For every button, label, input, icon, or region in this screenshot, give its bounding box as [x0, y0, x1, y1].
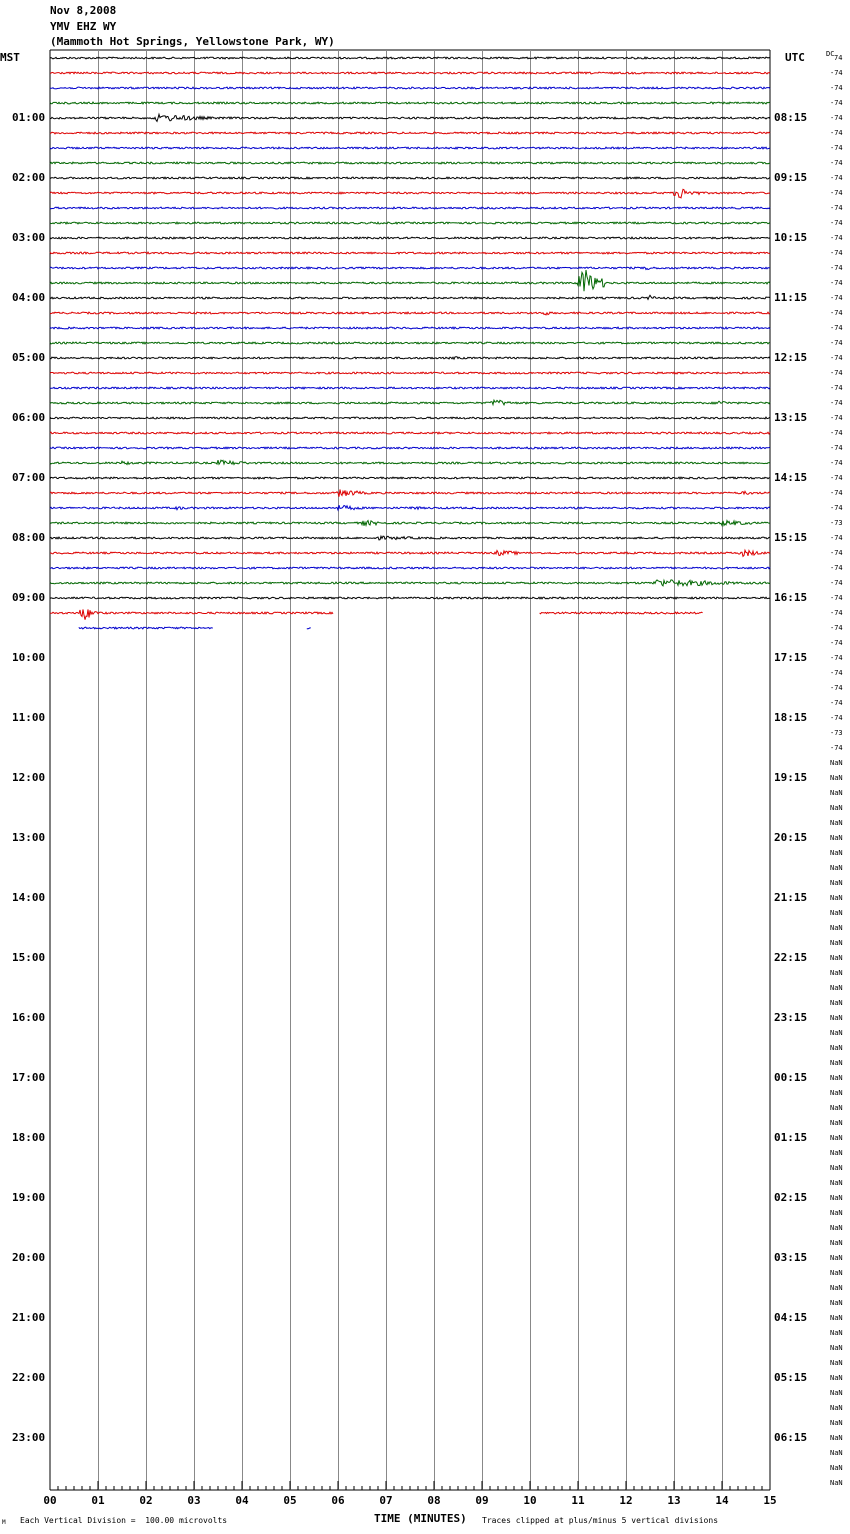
left-timezone-label: MST [0, 51, 20, 64]
x-tick-label: 00 [43, 1494, 57, 1507]
utc-hour-label: 03:15 [774, 1251, 808, 1264]
dc-offset-label: NaN [830, 984, 843, 992]
x-tick-label: 06 [331, 1494, 345, 1507]
mst-hour-label: 13:00 [12, 831, 46, 844]
mst-hour-label: 22:00 [12, 1371, 46, 1384]
trace-row-0 [50, 57, 770, 59]
utc-hour-label: 06:15 [774, 1431, 808, 1444]
trace-row-4 [50, 114, 770, 121]
dc-offset-label: -74 [830, 444, 843, 452]
utc-hour-label: 22:15 [774, 951, 808, 964]
dc-offset-label: -74 [830, 114, 843, 122]
utc-hour-label: 12:15 [774, 351, 808, 364]
trace-row-26 [50, 447, 770, 449]
dc-offset-label: -74 [830, 474, 843, 482]
dc-offset-label: -74 [830, 414, 843, 422]
trace-row-2 [50, 87, 770, 89]
dc-offset-label: NaN [830, 1044, 843, 1052]
dc-offset-label: -73 [830, 519, 843, 527]
dc-offset-label: 74 [834, 54, 843, 62]
x-tick-label: 15 [763, 1494, 777, 1507]
trace-row-22 [50, 387, 770, 389]
dc-offset-label: NaN [830, 1254, 843, 1262]
mst-hour-label: 23:00 [12, 1431, 46, 1444]
trace-row-24 [50, 417, 770, 419]
dc-offset-label: NaN [830, 1224, 843, 1232]
dc-offset-label: -74 [830, 129, 843, 137]
trace-row-20 [50, 357, 770, 359]
dc-offset-label: -74 [830, 489, 843, 497]
dc-offset-label: -74 [830, 369, 843, 377]
dc-offset-label: NaN [830, 1404, 843, 1412]
dc-offset-label: NaN [830, 1449, 843, 1457]
utc-hour-label: 02:15 [774, 1191, 808, 1204]
x-tick-label: 07 [379, 1494, 393, 1507]
dc-offset-label: NaN [830, 1209, 843, 1217]
mst-hour-label: 10:00 [12, 651, 46, 664]
dc-offset-label: -74 [830, 504, 843, 512]
trace-row-9 [50, 189, 770, 198]
trace-row-1 [50, 72, 770, 74]
trace-row-34 [50, 567, 770, 569]
dc-offset-label: -74 [830, 744, 843, 752]
dc-offset-label: NaN [830, 1134, 843, 1142]
trace-row-31 [50, 521, 770, 526]
dc-offset-label: NaN [830, 774, 843, 782]
mst-hour-label: 14:00 [12, 891, 46, 904]
utc-hour-label: 01:15 [774, 1131, 808, 1144]
mst-hour-label: 17:00 [12, 1071, 46, 1084]
x-axis-title: TIME (MINUTES) [374, 1512, 467, 1525]
dc-offset-label: -74 [830, 384, 843, 392]
mst-hour-label: 20:00 [12, 1251, 46, 1264]
dc-offset-label: -74 [830, 324, 843, 332]
dc-offset-label: NaN [830, 1389, 843, 1397]
dc-offset-label: NaN [830, 1269, 843, 1277]
dc-offset-label: -74 [830, 699, 843, 707]
clip-note: Traces clipped at plus/minus 5 vertical divisions [482, 1516, 719, 1525]
x-tick-label: 09 [475, 1494, 489, 1507]
utc-hour-label: 04:15 [774, 1311, 808, 1324]
dc-offset-label: NaN [830, 939, 843, 947]
dc-offset-label: -74 [830, 294, 843, 302]
dc-offset-label: NaN [830, 1284, 843, 1292]
dc-offset-label: -74 [830, 99, 843, 107]
dc-offset-label: NaN [830, 1089, 843, 1097]
dc-offset-label: -74 [830, 84, 843, 92]
mst-hour-label: 18:00 [12, 1131, 46, 1144]
dc-offset-label: -74 [830, 714, 843, 722]
x-tick-label: 12 [619, 1494, 633, 1507]
mst-hour-label: 19:00 [12, 1191, 46, 1204]
x-tick-label: 01 [91, 1494, 105, 1507]
utc-hour-label: 23:15 [774, 1011, 808, 1024]
header-date: Nov 8,2008 [50, 4, 117, 17]
trace-row-6 [50, 147, 770, 149]
dc-offset-label: -74 [830, 249, 843, 257]
dc-offset-label: NaN [830, 1419, 843, 1427]
trace-row-33 [50, 550, 770, 556]
mst-hour-label: 04:00 [12, 291, 46, 304]
dc-offset-label: NaN [830, 1479, 843, 1487]
trace-row-11 [50, 222, 770, 224]
x-tick-label: 13 [667, 1494, 681, 1507]
dc-offset-label: -74 [830, 189, 843, 197]
dc-offset-label: NaN [830, 999, 843, 1007]
dc-offset-label: NaN [830, 1194, 843, 1202]
dc-offset-label: -74 [830, 549, 843, 557]
x-tick-label: 14 [715, 1494, 729, 1507]
utc-hour-label: 10:15 [774, 231, 808, 244]
trace-row-17 [50, 312, 770, 315]
dc-offset-label: -74 [830, 594, 843, 602]
dc-offset-label: NaN [830, 1164, 843, 1172]
scale-marker: M [2, 1519, 6, 1526]
dc-offset-label: NaN [830, 759, 843, 767]
dc-offset-label: -74 [830, 69, 843, 77]
trace-row-15 [50, 270, 770, 291]
mst-hour-label: 12:00 [12, 771, 46, 784]
right-timezone-label: UTC [785, 51, 805, 64]
dc-offset-label: NaN [830, 1059, 843, 1067]
dc-offset-header: DC [826, 50, 835, 58]
mst-hour-label: 05:00 [12, 351, 46, 364]
dc-offset-label: -74 [830, 579, 843, 587]
dc-offset-label: NaN [830, 1179, 843, 1187]
x-tick-label: 04 [235, 1494, 249, 1507]
dc-offset-label: -74 [830, 399, 843, 407]
trace-row-28 [50, 477, 770, 479]
dc-offset-label: NaN [830, 1014, 843, 1022]
trace-row-5 [50, 132, 770, 134]
dc-offset-label: -74 [830, 564, 843, 572]
dc-offset-label: -74 [830, 669, 843, 677]
mst-hour-label: 21:00 [12, 1311, 46, 1324]
dc-offset-label: -74 [830, 609, 843, 617]
utc-hour-label: 17:15 [774, 651, 808, 664]
utc-hour-label: 05:15 [774, 1371, 808, 1384]
mst-hour-label: 15:00 [12, 951, 46, 964]
dc-offset-label: NaN [830, 1149, 843, 1157]
dc-offset-label: NaN [830, 804, 843, 812]
mst-hour-label: 08:00 [12, 531, 46, 544]
dc-offset-label: -74 [830, 144, 843, 152]
dc-offset-label: -74 [830, 639, 843, 647]
dc-offset-label: NaN [830, 1434, 843, 1442]
dc-offset-label: NaN [830, 1299, 843, 1307]
utc-hour-label: 00:15 [774, 1071, 808, 1084]
trace-row-32 [50, 536, 770, 540]
dc-offset-label: -74 [830, 264, 843, 272]
trace-row-35 [50, 580, 770, 586]
dc-offset-label: NaN [830, 894, 843, 902]
dc-offset-label: -74 [830, 279, 843, 287]
dc-offset-label: NaN [830, 954, 843, 962]
trace-row-36 [50, 597, 770, 599]
trace-row-3 [50, 102, 770, 104]
vertical-division-note: Each Vertical Division = 100.00 microvolts [20, 1516, 228, 1525]
dc-offset-label: NaN [830, 789, 843, 797]
mst-hour-label: 03:00 [12, 231, 46, 244]
x-tick-label: 08 [427, 1494, 441, 1507]
dc-offset-label: -74 [830, 309, 843, 317]
mst-hour-label: 16:00 [12, 1011, 46, 1024]
dc-offset-label: NaN [830, 1074, 843, 1082]
trace-row-21 [50, 372, 770, 374]
mst-hour-label: 02:00 [12, 171, 46, 184]
trace-row-16 [50, 295, 770, 299]
mst-hour-label: 11:00 [12, 711, 46, 724]
trace-row-8 [50, 177, 770, 179]
dc-offset-label: -74 [830, 459, 843, 467]
mst-hour-label: 01:00 [12, 111, 46, 124]
dc-offset-label: NaN [830, 1104, 843, 1112]
dc-offset-label: -74 [830, 624, 843, 632]
dc-offset-label: NaN [830, 909, 843, 917]
dc-offset-label: -74 [830, 429, 843, 437]
dc-offset-label: NaN [830, 1314, 843, 1322]
utc-hour-label: 11:15 [774, 291, 808, 304]
mst-hour-label: 09:00 [12, 591, 46, 604]
trace-row-38 [307, 628, 311, 629]
utc-hour-label: 20:15 [774, 831, 808, 844]
dc-offset-label: -74 [830, 174, 843, 182]
dc-offset-label: -74 [830, 354, 843, 362]
mst-hour-label: 07:00 [12, 471, 46, 484]
dc-offset-label: NaN [830, 1329, 843, 1337]
utc-hour-label: 08:15 [774, 111, 808, 124]
utc-hour-label: 13:15 [774, 411, 808, 424]
utc-hour-label: 18:15 [774, 711, 808, 724]
utc-hour-label: 09:15 [774, 171, 808, 184]
trace-row-29 [50, 490, 770, 497]
trace-row-19 [50, 342, 770, 344]
trace-row-18 [50, 327, 770, 329]
dc-offset-label: NaN [830, 819, 843, 827]
trace-row-37 [540, 612, 703, 614]
x-tick-label: 03 [187, 1494, 201, 1507]
header-station: YMV EHZ WY [50, 20, 117, 33]
dc-offset-label: NaN [830, 969, 843, 977]
dc-offset-label: -74 [830, 654, 843, 662]
dc-offset-label: NaN [830, 849, 843, 857]
dc-offset-label: NaN [830, 1374, 843, 1382]
dc-offset-label: NaN [830, 879, 843, 887]
utc-hour-label: 19:15 [774, 771, 808, 784]
dc-offset-label: NaN [830, 1344, 843, 1352]
dc-offset-label: -74 [830, 219, 843, 227]
dc-offset-label: NaN [830, 1029, 843, 1037]
x-tick-label: 05 [283, 1494, 297, 1507]
dc-offset-label: -74 [830, 684, 843, 692]
dc-offset-label: NaN [830, 924, 843, 932]
dc-offset-label: NaN [830, 864, 843, 872]
x-tick-label: 11 [571, 1494, 585, 1507]
trace-row-14 [50, 267, 770, 269]
utc-hour-label: 21:15 [774, 891, 808, 904]
trace-row-30 [50, 505, 770, 510]
dc-offset-label: -74 [830, 534, 843, 542]
dc-offset-label: -73 [830, 729, 843, 737]
x-tick-label: 02 [139, 1494, 153, 1507]
header-location: (Mammoth Hot Springs, Yellowstone Park, WY) [50, 35, 335, 48]
trace-row-27 [50, 460, 770, 464]
trace-row-13 [50, 252, 770, 254]
dc-offset-label: -74 [830, 204, 843, 212]
trace-row-12 [50, 237, 770, 239]
trace-row-25 [50, 432, 770, 434]
trace-row-7 [50, 162, 770, 164]
dc-offset-label: NaN [830, 1464, 843, 1472]
dc-offset-label: NaN [830, 1359, 843, 1367]
trace-row-23 [50, 400, 770, 405]
mst-hour-label: 06:00 [12, 411, 46, 424]
dc-offset-label: NaN [830, 834, 843, 842]
dc-offset-label: NaN [830, 1119, 843, 1127]
x-tick-label: 10 [523, 1494, 537, 1507]
dc-offset-label: -74 [830, 339, 843, 347]
dc-offset-label: -74 [830, 234, 843, 242]
trace-row-10 [50, 207, 770, 209]
utc-hour-label: 15:15 [774, 531, 808, 544]
utc-hour-label: 14:15 [774, 471, 808, 484]
utc-hour-label: 16:15 [774, 591, 808, 604]
dc-offset-label: NaN [830, 1239, 843, 1247]
dc-offset-label: -74 [830, 159, 843, 167]
